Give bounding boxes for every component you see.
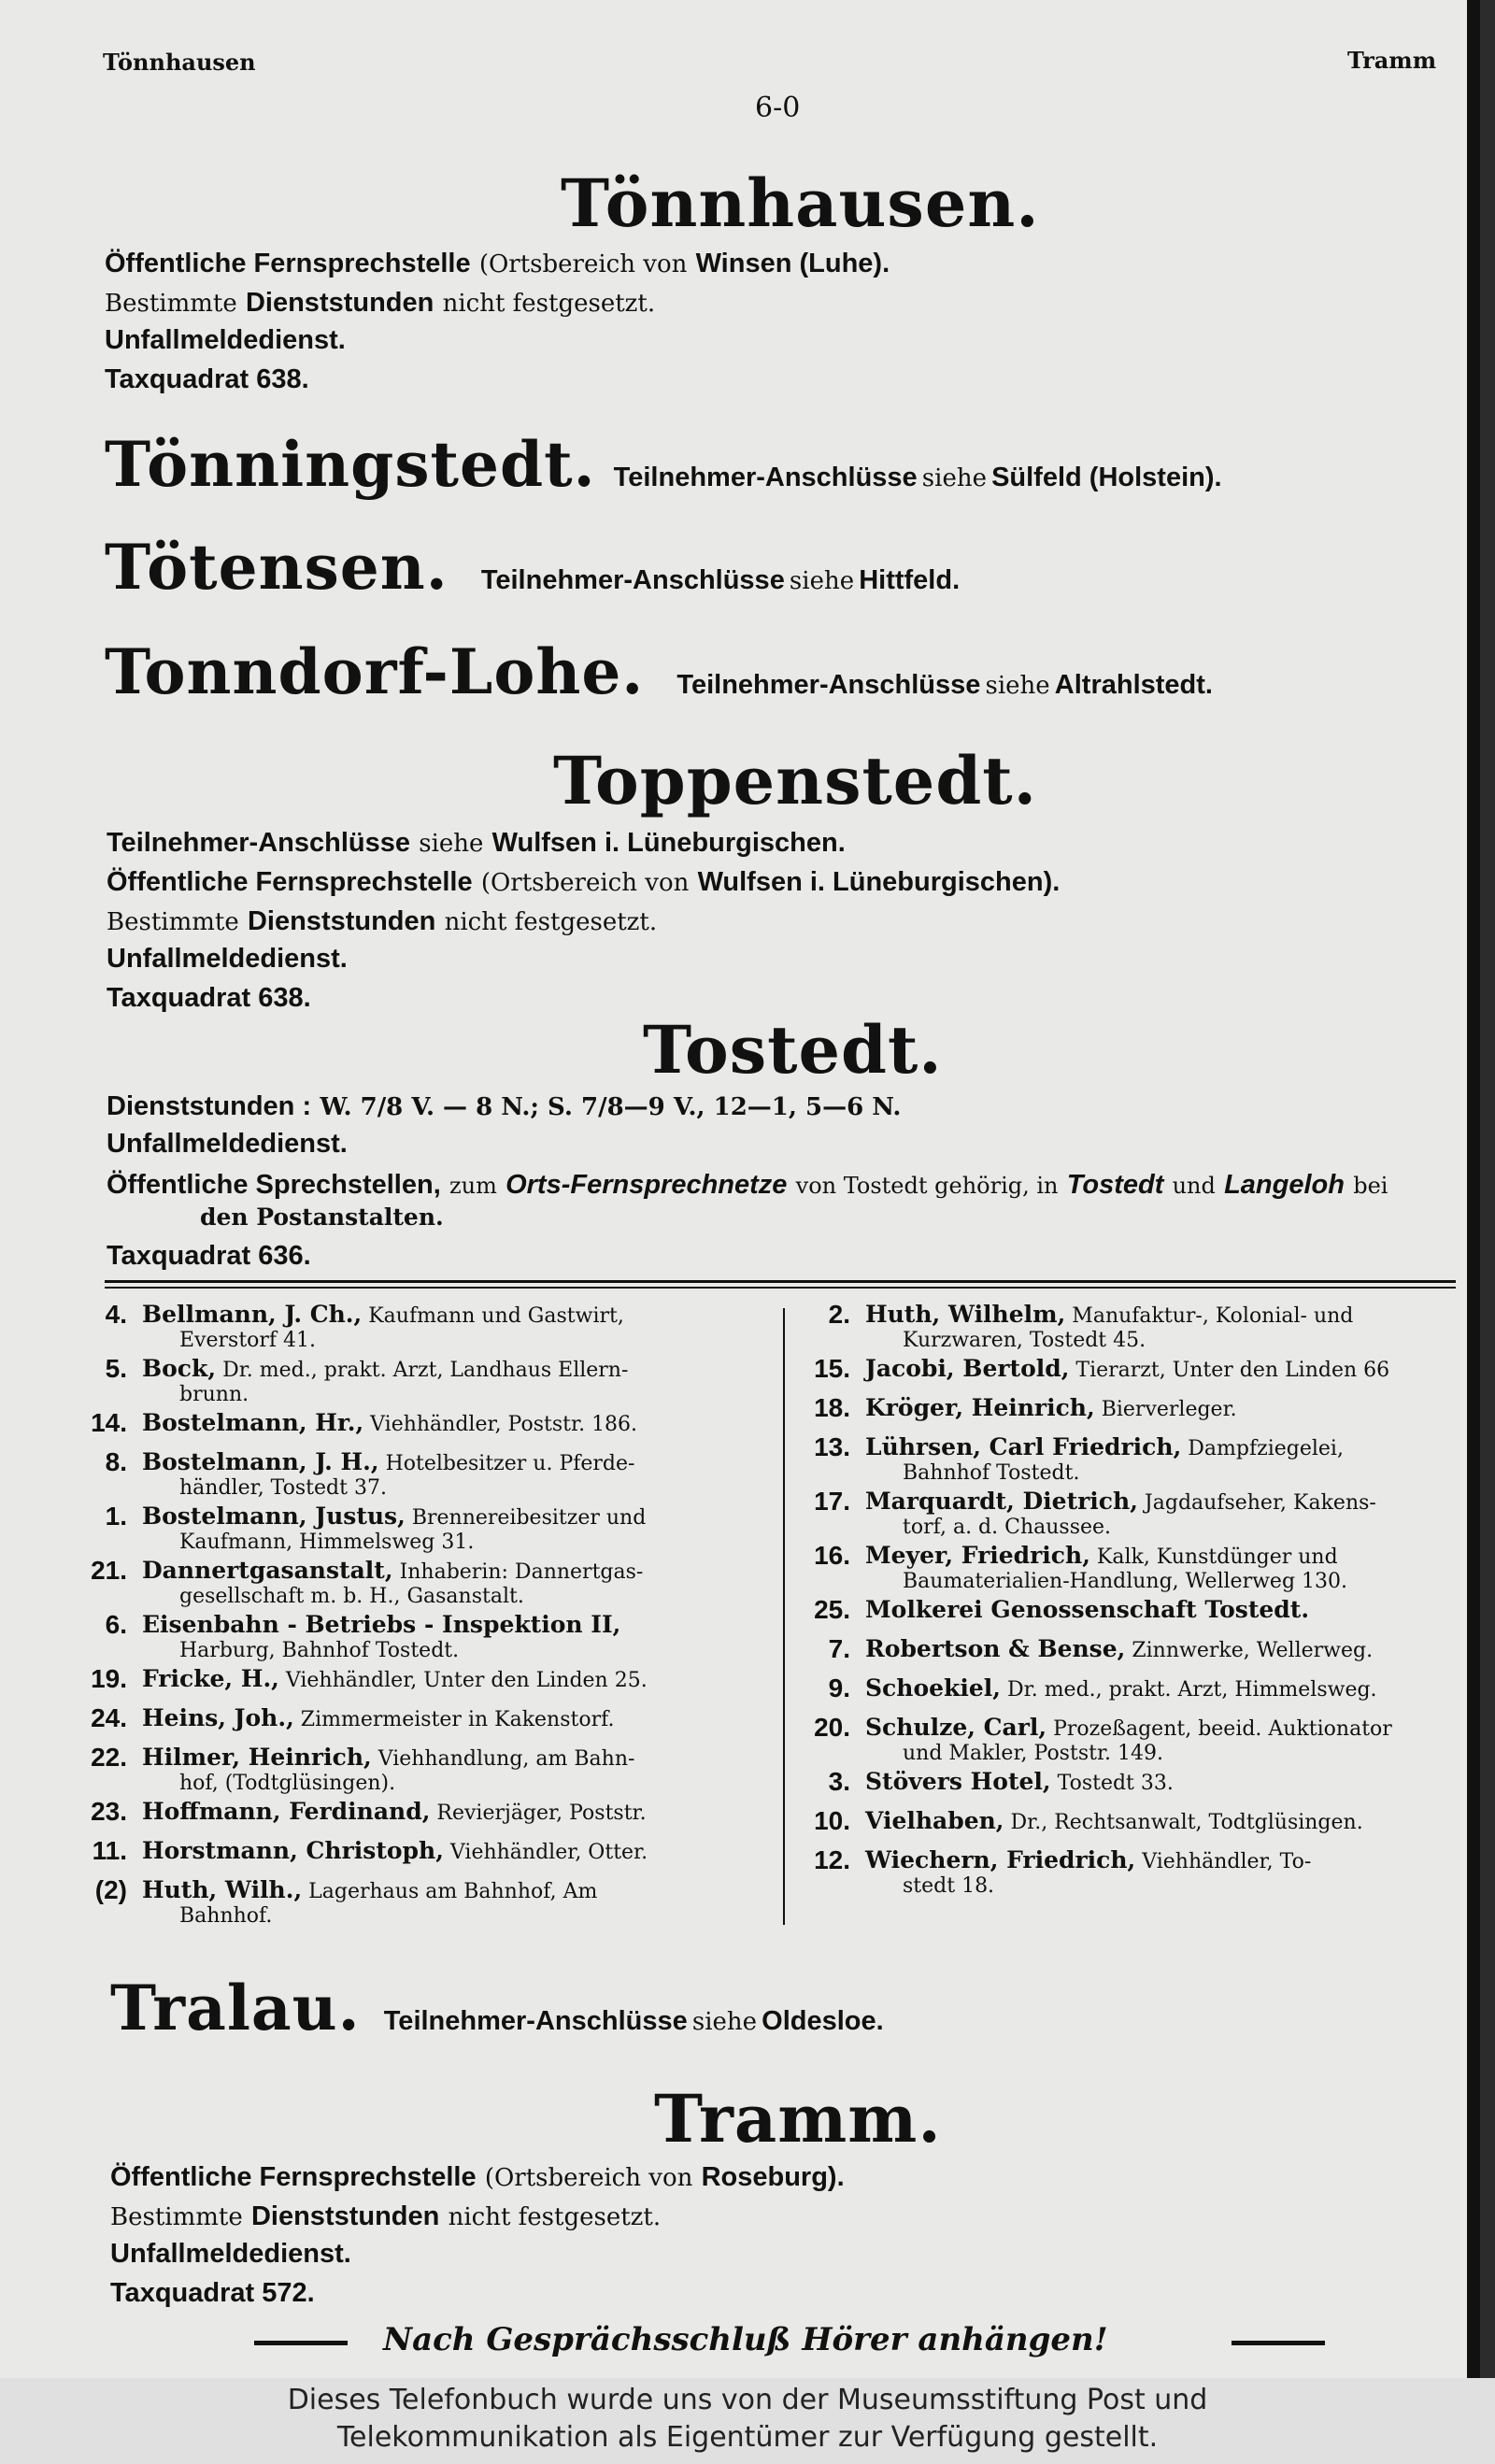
place-title-tonndorf-lohe: Tonndorf-Lohe. xyxy=(105,635,645,708)
subscriber-name: Schoekiel, xyxy=(865,1674,1001,1702)
tramm-line-1 xyxy=(110,2160,845,2193)
toppenstedt-line-5: Taxquadrat 638. xyxy=(107,983,311,1013)
subscriber-description: Zinnwerke, Wellerweg. xyxy=(1132,1639,1374,1662)
text-place: Roseburg). xyxy=(701,2162,845,2192)
subscriber-number: 10. xyxy=(814,1806,850,1835)
place-title-toennhausen: Tönnhausen. xyxy=(561,164,1040,242)
subscriber-text xyxy=(142,1745,764,1796)
subscriber-name: Stövers Hotel, xyxy=(865,1768,1051,1795)
subscriber-description: Viehhändler, To- xyxy=(1142,1850,1312,1873)
notice-dash-right xyxy=(1232,2341,1325,2345)
tostedt-line-4: Taxquadrat 636. xyxy=(107,1241,311,1271)
subscriber-number: 12. xyxy=(814,1845,850,1874)
subscriber-number: 9. xyxy=(828,1674,850,1702)
subscriber-text xyxy=(142,1411,764,1437)
subscriber-description: Inhaberin: Dannertgas- xyxy=(399,1560,644,1584)
text-not-fixed: nicht festgesetzt. xyxy=(444,908,658,936)
text-service-hours: Dienststunden xyxy=(245,288,434,318)
label-public-phone: Öffentliche Fernsprechstelle xyxy=(110,2162,477,2192)
subscriber-number: 22. xyxy=(91,1743,127,1772)
text-hours: W. 7/8 V. — 8 N.; S. 7/8—9 V., 12—1, 5—6 N. xyxy=(320,1093,902,1121)
subscriber-name: Lührsen, Carl Friedrich, xyxy=(865,1433,1182,1460)
subscriber-text xyxy=(142,1303,764,1353)
subscriber-number: (2) xyxy=(94,1875,127,1904)
subscriber-text xyxy=(142,1504,764,1555)
toennhausen-line-4: Taxquadrat 638. xyxy=(105,364,309,394)
subscriber-text xyxy=(142,1559,764,1609)
subscriber-number: 3. xyxy=(828,1767,850,1796)
text-local-area: (Ortsbereich von xyxy=(480,869,690,897)
subscriber-name: Horstmann, Christoph, xyxy=(142,1837,444,1864)
text-local-area: (Ortsbereich von xyxy=(478,250,688,278)
subscriber-continuation: hof, (Todtglüsingen). xyxy=(179,1772,396,1795)
subscriber-name: Bostelmann, Justus, xyxy=(142,1503,406,1530)
entry-tralau xyxy=(110,1972,884,2044)
footer-line-2: Telekommunikation als Eigentümer zur Verfügung gestellt. xyxy=(336,2421,1159,2454)
text-und: und xyxy=(1172,1173,1216,1199)
ref-see: siehe xyxy=(985,672,1050,700)
subscriber-text xyxy=(865,1809,1459,1835)
ref-subscribers: Teilnehmer-Anschlüsse xyxy=(676,670,981,700)
subscriber-text xyxy=(142,1357,764,1407)
ref-target: Oldesloe. xyxy=(762,2006,884,2036)
subscriber-name: Robertson & Bense, xyxy=(865,1635,1126,1662)
subscriber-description: Dampfziegelei, xyxy=(1188,1437,1344,1460)
text-certain: Bestimmte xyxy=(110,2203,243,2231)
place-title-toenningstedt: Tönningstedt. xyxy=(105,428,596,501)
subscriber-name: Dannertgasanstalt, xyxy=(142,1557,393,1584)
text-bei: bei xyxy=(1353,1173,1388,1199)
ref-target: Sülfeld (Holstein). xyxy=(991,463,1222,492)
subscriber-text xyxy=(142,1839,764,1865)
subscriber-description: Tierarzt, Unter den Linden 66 xyxy=(1075,1359,1390,1382)
subscriber-text xyxy=(865,1303,1459,1353)
subscriber-name: Fricke, H., xyxy=(142,1665,279,1692)
subscriber-text xyxy=(865,1770,1459,1796)
ref-target: Hittfeld. xyxy=(859,565,961,595)
label-public-stations: Öffentliche Sprechstellen, xyxy=(107,1170,441,1200)
ref-subscribers: Teilnehmer-Anschlüsse xyxy=(383,2006,688,2036)
subscriber-number: 11. xyxy=(92,1836,127,1865)
subscriber-name: Bock, xyxy=(142,1355,217,1382)
text-belonging: von Tostedt gehörig, in xyxy=(795,1173,1059,1199)
tramm-line-3: Unfallmeldedienst. xyxy=(110,2239,351,2269)
entry-tonndorf-lohe xyxy=(105,635,1213,708)
subscriber-description: Lagerhaus am Bahnhof, Am xyxy=(308,1880,598,1903)
subscriber-continuation: gesellschaft m. b. H., Gasanstalt. xyxy=(179,1585,524,1608)
entry-toenningstedt xyxy=(105,428,1222,501)
subscriber-number: 15. xyxy=(814,1354,850,1383)
subscriber-name: Marquardt, Dietrich, xyxy=(865,1488,1138,1515)
text-not-fixed: nicht festgesetzt. xyxy=(442,290,656,318)
ref-see: siehe xyxy=(921,464,987,492)
text-place: Winsen (Luhe). xyxy=(695,249,890,278)
subscriber-number: 23. xyxy=(91,1797,127,1826)
subscriber-name: Huth, Wilh., xyxy=(142,1876,303,1903)
subscriber-continuation: Baumaterialien-Handlung, Wellerweg 130. xyxy=(903,1570,1348,1593)
notice-dash-left xyxy=(254,2341,348,2345)
subscriber-text xyxy=(865,1598,1459,1624)
subscriber-text xyxy=(865,1357,1459,1383)
subscriber-text xyxy=(865,1396,1459,1422)
ref-see: siehe xyxy=(691,2008,758,2036)
subscriber-continuation: torf, a. d. Chaussee. xyxy=(903,1516,1112,1539)
text-not-fixed: nicht festgesetzt. xyxy=(448,2203,662,2231)
subscriber-text xyxy=(865,1848,1459,1899)
subscriber-name: Bostelmann, Hr., xyxy=(142,1409,364,1436)
subscriber-name: Wiechern, Friedrich, xyxy=(865,1846,1136,1873)
toennhausen-line-2 xyxy=(105,286,655,319)
subscriber-description: Dr. med., prakt. Arzt, Himmelsweg. xyxy=(1006,1678,1377,1702)
subscriber-description: Viehhändler, Poststr. 186. xyxy=(370,1413,638,1436)
subscriber-text xyxy=(865,1676,1459,1702)
subscriber-text xyxy=(865,1489,1459,1540)
text-see: siehe xyxy=(419,830,484,858)
subscriber-number: 18. xyxy=(814,1393,850,1422)
subscriber-name: Bostelmann, J. H., xyxy=(142,1448,379,1475)
text-certain: Bestimmte xyxy=(105,290,237,318)
ref-see: siehe xyxy=(789,567,855,595)
subscriber-number: 17. xyxy=(814,1487,850,1516)
toennhausen-line-3: Unfallmeldedienst. xyxy=(105,325,346,355)
tramm-line-4: Taxquadrat 572. xyxy=(110,2278,315,2308)
divider-rule-top xyxy=(105,1280,1456,1283)
subscriber-continuation: händler, Tostedt 37. xyxy=(179,1476,387,1500)
place-title-toetensen: Tötensen. xyxy=(105,531,448,604)
label-public-phone: Öffentliche Fernsprechstelle xyxy=(107,867,473,897)
subscriber-description: Kaufmann und Gastwirt, xyxy=(368,1304,624,1328)
subscriber-description: Viehhandlung, am Bahn- xyxy=(377,1747,635,1771)
ownership-footer xyxy=(0,2378,1495,2464)
tostedt-line-3-cont: den Postanstalten. xyxy=(200,1204,444,1231)
subscriber-name: Kröger, Heinrich, xyxy=(865,1394,1095,1421)
subscriber-description: Hotelbesitzer u. Pferde- xyxy=(385,1452,635,1475)
toppenstedt-line-3 xyxy=(107,904,657,937)
text-tostedt: Tostedt xyxy=(1066,1170,1164,1200)
text-langeloh: Langeloh xyxy=(1224,1170,1345,1200)
subscriber-text xyxy=(865,1435,1459,1486)
toppenstedt-line-1 xyxy=(107,826,846,859)
subscriber-text xyxy=(865,1716,1459,1766)
subscriber-name: Hilmer, Heinrich, xyxy=(142,1744,372,1771)
subscriber-description: Revierjäger, Poststr. xyxy=(436,1802,647,1825)
toennhausen-line-1 xyxy=(105,247,890,279)
subscriber-number: 7. xyxy=(828,1634,850,1663)
subscriber-text xyxy=(142,1613,764,1663)
subscriber-description: Prozeßagent, beeid. Auktionator xyxy=(1053,1717,1392,1741)
subscriber-number: 1. xyxy=(105,1502,127,1531)
subscriber-number: 20. xyxy=(814,1713,850,1742)
subscriber-continuation: Kurzwaren, Tostedt 45. xyxy=(903,1329,1146,1352)
subscriber-name: Jacobi, Bertold, xyxy=(865,1355,1070,1382)
subscriber-number: 25. xyxy=(814,1595,850,1624)
label-subscribers: Teilnehmer-Anschlüsse xyxy=(107,828,411,858)
subscriber-continuation: Bahnhof. xyxy=(179,1904,273,1928)
divider-rule-bottom xyxy=(105,1287,1456,1289)
subscriber-number: 4. xyxy=(105,1300,127,1329)
subscriber-text xyxy=(142,1450,764,1501)
place-title-tramm: Tramm. xyxy=(654,2080,942,2158)
entry-toetensen xyxy=(105,531,960,604)
subscriber-continuation: brunn. xyxy=(179,1383,249,1406)
page-number: 6-0 xyxy=(755,92,801,124)
text-local-network: Orts-Fernsprechnetze xyxy=(505,1170,788,1200)
subscriber-description: Kalk, Kunstdünger und xyxy=(1096,1545,1338,1569)
subscriber-text xyxy=(865,1544,1459,1594)
place-title-toppenstedt: Toppenstedt. xyxy=(553,742,1037,819)
tramm-line-2 xyxy=(110,2200,661,2232)
subscriber-number: 2. xyxy=(828,1300,850,1329)
subscriber-name: Heins, Joh., xyxy=(142,1704,294,1731)
text-certain: Bestimmte xyxy=(107,908,239,936)
notice-hang-up: Nach Gesprächsschluß Hörer anhängen! xyxy=(383,2321,1108,2358)
subscriber-text xyxy=(142,1800,764,1826)
subscriber-description: Jagdaufseher, Kakens- xyxy=(1144,1491,1376,1515)
subscriber-continuation: Harburg, Bahnhof Tostedt. xyxy=(179,1639,460,1662)
subscriber-name: Bellmann, J. Ch., xyxy=(142,1301,363,1328)
ref-target: Altrahlstedt. xyxy=(1054,670,1213,700)
toppenstedt-line-2 xyxy=(107,865,1060,898)
column-divider xyxy=(783,1308,785,1925)
subscriber-description: Dr. med., prakt. Arzt, Landhaus Ellern- xyxy=(222,1359,629,1382)
subscriber-name: Hoffmann, Ferdinand, xyxy=(142,1798,431,1825)
text-zum: zum xyxy=(448,1173,497,1199)
page-edge-shadow-dark xyxy=(1480,0,1495,2378)
tostedt-line-3 xyxy=(107,1168,1388,1201)
subscriber-text xyxy=(865,1637,1459,1663)
ref-subscribers: Teilnehmer-Anschlüsse xyxy=(613,463,918,492)
tostedt-line-2: Unfallmeldedienst. xyxy=(107,1129,348,1159)
subscriber-description: Manufaktur-, Kolonial- und xyxy=(1072,1304,1354,1328)
text-service-hours: Dienststunden xyxy=(250,2201,440,2231)
subscriber-text xyxy=(142,1667,764,1693)
text-local-area: (Ortsbereich von xyxy=(484,2164,693,2192)
subscriber-continuation: Kaufmann, Himmelsweg 31. xyxy=(179,1531,475,1554)
subscriber-number: 5. xyxy=(105,1354,127,1383)
subscriber-description: Dr., Rechtsanwalt, Todtglüsingen. xyxy=(1010,1811,1363,1834)
subscriber-number: 13. xyxy=(814,1432,850,1461)
running-head-left: Tönnhausen xyxy=(103,49,256,76)
subscriber-number: 6. xyxy=(105,1610,127,1639)
subscriber-name: Schulze, Carl, xyxy=(865,1714,1047,1741)
text-place: Wulfsen i. Lüneburgischen. xyxy=(491,828,846,858)
text-service-hours: Dienststunden xyxy=(247,906,436,936)
toppenstedt-line-4: Unfallmeldedienst. xyxy=(107,944,348,974)
subscriber-continuation: Bahnhof Tostedt. xyxy=(903,1461,1080,1485)
subscriber-description: Viehhändler, Unter den Linden 25. xyxy=(285,1669,648,1692)
text-place: Wulfsen i. Lüneburgischen). xyxy=(697,867,1061,897)
subscriber-continuation: stedt 18. xyxy=(903,1874,995,1898)
subscriber-description: Viehhändler, Otter. xyxy=(449,1841,648,1864)
subscriber-name: Huth, Wilhelm, xyxy=(865,1301,1066,1328)
tostedt-hours-line xyxy=(107,1090,901,1122)
subscriber-description: Brennereibesitzer und xyxy=(411,1506,647,1530)
subscriber-number: 8. xyxy=(105,1447,127,1476)
subscriber-number: 14. xyxy=(91,1408,127,1437)
subscriber-number: 19. xyxy=(91,1664,127,1693)
subscriber-number: 24. xyxy=(91,1703,127,1732)
subscriber-name: Eisenbahn - Betriebs - Inspektion II, xyxy=(142,1611,621,1638)
subscriber-description: Bierverleger. xyxy=(1101,1398,1237,1421)
footer-line-1: Dieses Telefonbuch wurde uns von der Museumsstiftung Post und xyxy=(287,2384,1208,2416)
subscriber-description: Zimmermeister in Kakenstorf. xyxy=(300,1708,615,1731)
subscriber-text xyxy=(142,1878,764,1929)
subscriber-text xyxy=(142,1706,764,1732)
subscriber-number: 16. xyxy=(814,1541,850,1570)
subscriber-name: Meyer, Friedrich, xyxy=(865,1542,1090,1569)
label-service-hours: Dienststunden : xyxy=(107,1091,312,1121)
place-title-tralau: Tralau. xyxy=(110,1972,361,2044)
subscriber-continuation: Everstorf 41. xyxy=(179,1329,317,1352)
subscriber-name: Molkerei Genossenschaft Tostedt. xyxy=(865,1596,1310,1623)
subscriber-description: Tostedt 33. xyxy=(1057,1772,1174,1795)
running-head-right: Tramm xyxy=(1347,47,1437,74)
label-public-phone: Öffentliche Fernsprechstelle xyxy=(105,249,471,278)
ref-subscribers: Teilnehmer-Anschlüsse xyxy=(480,565,785,595)
subscriber-continuation: und Makler, Poststr. 149. xyxy=(903,1742,1164,1765)
subscriber-number: 21. xyxy=(91,1556,127,1585)
subscriber-name: Vielhaben, xyxy=(865,1807,1004,1834)
place-title-tostedt: Tostedt. xyxy=(643,1011,943,1089)
